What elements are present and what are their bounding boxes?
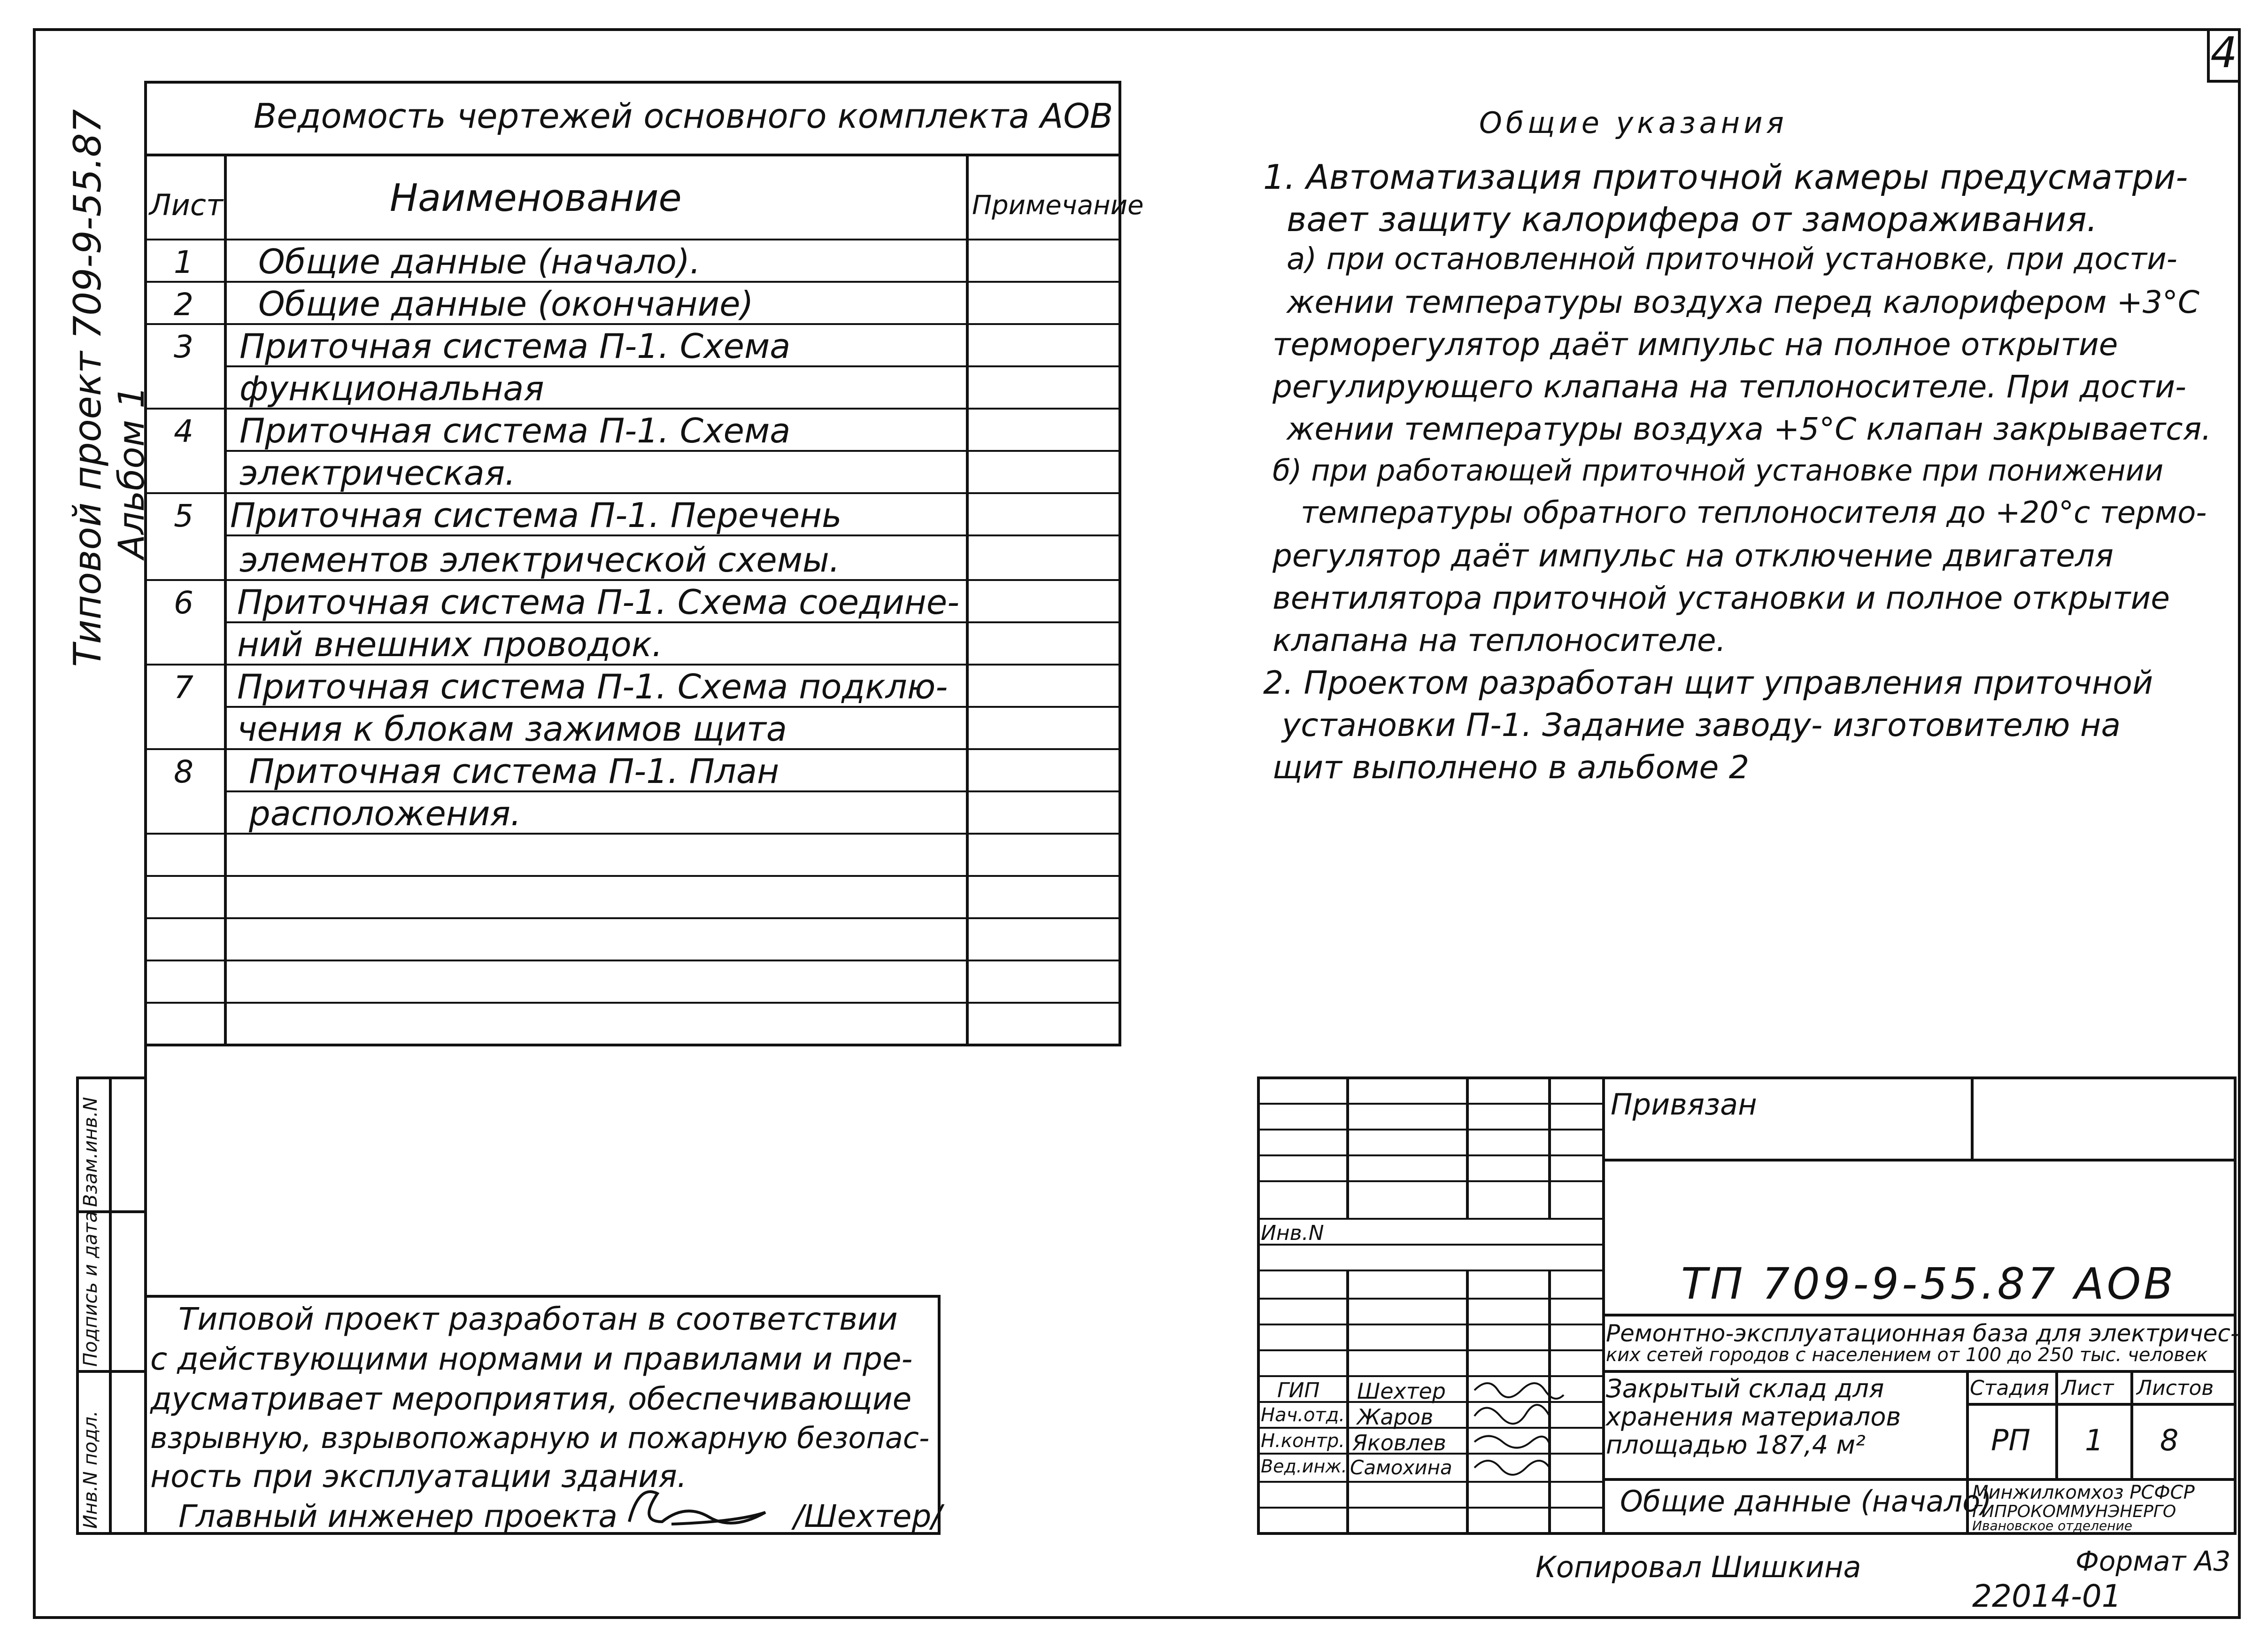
note-line: регулятор даёт импульс на отключение двигателя xyxy=(1273,538,2114,574)
table-row-sheet: 7 xyxy=(174,669,193,705)
album-vertical-label: Альбом 1 xyxy=(110,386,152,559)
table-row-sheet: 1 xyxy=(174,244,193,280)
statement-line: с действующими нормами и правилами и пре- xyxy=(150,1341,913,1377)
statement-line: взрывную, взрывопожарную и пожарную безопас- xyxy=(150,1421,930,1455)
table-row-sheet: 8 xyxy=(174,754,193,790)
general-notes-title: Общие указания xyxy=(1479,106,1788,140)
side-stamp-replacement: Взам.инв.N xyxy=(80,1097,101,1207)
signer-role: Нач.отд. xyxy=(1261,1404,1345,1426)
object-name-line: Закрытый склад для xyxy=(1606,1374,1884,1403)
signer-role: ГИП xyxy=(1277,1378,1320,1402)
col-header-note: Примечание xyxy=(972,190,1144,221)
table-row-name: Приточная система П-1. Схема подклю- xyxy=(237,667,948,706)
archive-number: 22014-01 xyxy=(1972,1578,2121,1614)
note-line: жении температуры воздуха перед калорифером +3°С xyxy=(1287,284,2199,320)
sheet-value: 1 xyxy=(2085,1423,2104,1457)
org-line: Минжилкомхоз РСФСР xyxy=(1972,1482,2195,1503)
table-row-name: Приточная система П-1. Схема xyxy=(239,326,791,366)
note-line: температуры обратного теплоносителя до +20°с термо- xyxy=(1301,496,2207,530)
table-row-name: ний внешних проводок. xyxy=(237,625,663,664)
statement-line: ность при эксплуатации здания. xyxy=(150,1458,687,1494)
table-row-name: чения к блокам зажимов щита xyxy=(237,709,787,749)
sheet-header: Лист xyxy=(2061,1376,2114,1400)
table-row-sheet: 2 xyxy=(174,286,193,323)
sheet-name: Общие данные (начало) xyxy=(1620,1484,1992,1518)
object-name-line: хранения материалов xyxy=(1606,1402,1901,1432)
stage-value: РП xyxy=(1991,1423,2031,1457)
table-row-sheet: 3 xyxy=(174,329,193,365)
signer-name: Яковлев xyxy=(1352,1430,1446,1456)
col-header-sheet: Лист xyxy=(149,188,224,222)
table-row-name: расположения. xyxy=(249,794,521,833)
note-line: а) при остановленной приточной установке, при дости- xyxy=(1287,242,2177,277)
table-row-name: Приточная система П-1. Схема xyxy=(239,411,791,450)
page-number: 4 xyxy=(2207,28,2238,83)
table-row-name: Приточная система П-1. Перечень xyxy=(230,496,842,535)
copied-by: Копировал Шишкина xyxy=(1535,1550,1861,1584)
signer-name: Шехтер xyxy=(1357,1378,1446,1404)
sheets-value: 8 xyxy=(2160,1423,2179,1457)
note-line: терморегулятор даёт импульс на полное открытие xyxy=(1273,326,2118,363)
note-line: жении температуры воздуха +5°С клапан закрывается. xyxy=(1287,411,2212,447)
stage-header: Стадия xyxy=(1970,1376,2049,1400)
note-line: 1. Автоматизация приточной камеры предусматри- xyxy=(1263,157,2188,197)
statement-line: Типовой проект разработан в соответствии xyxy=(178,1301,898,1337)
table-row-name: функциональная xyxy=(239,369,544,408)
table-row-sheet: 4 xyxy=(174,413,193,449)
side-stamp-inventory: Инв.N подл. xyxy=(80,1410,101,1529)
signer-name: Жаров xyxy=(1357,1404,1434,1430)
note-line: б) при работающей приточной установке при понижении xyxy=(1273,453,2164,488)
sheet-format: Формат А3 xyxy=(2075,1545,2231,1577)
note-line: установки П-1. Задание заводу- изготовителю на xyxy=(1282,707,2121,744)
table-row-name: элементов электрической схемы. xyxy=(239,540,840,580)
sheets-header: Листов xyxy=(2137,1376,2214,1400)
side-stamp-signature: Подпись и дата xyxy=(80,1211,101,1367)
signer-role: Вед.инж. xyxy=(1261,1456,1347,1477)
table-row-name: Общие данные (окончание) xyxy=(258,284,754,324)
note-line: 2. Проектом разработан щит управления приточной xyxy=(1263,665,2153,702)
org-line: Ивановское отделение xyxy=(1972,1518,2132,1533)
table-row-sheet: 6 xyxy=(174,585,193,621)
note-line: клапана на теплоносителе. xyxy=(1273,622,1726,658)
inventory-number-label: Инв.N xyxy=(1261,1221,1324,1245)
signer-role: Н.контр. xyxy=(1261,1430,1345,1452)
project-name-line: ких сетей городов с населением от 100 до 250 тыс. человек xyxy=(1606,1344,2208,1366)
col-header-name: Наименование xyxy=(390,176,682,220)
register-title: Ведомость чертежей основного комплекта АОВ xyxy=(254,96,1113,136)
org-line: ГИПРОКОММУНЭНЕРГО xyxy=(1972,1502,2176,1521)
signature-label: Главный инженер проекта xyxy=(178,1498,617,1534)
document-code: ТП 709-9-55.87 АОВ xyxy=(1681,1259,2176,1309)
signer-name: Самохина xyxy=(1350,1456,1452,1479)
table-row-name: Приточная система П-1. Схема соедине- xyxy=(237,582,960,622)
table-row-sheet: 5 xyxy=(174,498,193,534)
note-line: вает защиту калорифера от замораживания. xyxy=(1287,200,2098,239)
note-line: вентилятора приточной установки и полное открытие xyxy=(1273,580,2170,616)
table-row-name: Общие данные (начало). xyxy=(258,242,701,281)
object-name-line: площадью 187,4 м² xyxy=(1606,1430,1866,1460)
project-name-line: Ремонтно-эксплуатационная база для электричес- xyxy=(1606,1320,2239,1347)
table-row-name: электрическая. xyxy=(239,453,516,493)
project-vertical-label: Типовой проект 709-9-55.87 xyxy=(66,109,109,667)
statement-line: дусматривает мероприятия, обеспечивающие xyxy=(150,1381,912,1417)
table-row-name: Приточная система П-1. План xyxy=(249,751,779,791)
note-line: щит выполнено в альбоме 2 xyxy=(1273,749,1750,786)
signature-name: /Шехтер/ xyxy=(794,1498,942,1534)
privyazan-label: Привязан xyxy=(1611,1087,1757,1122)
note-line: регулирующего клапана на теплоносителе. При дости- xyxy=(1273,369,2187,405)
